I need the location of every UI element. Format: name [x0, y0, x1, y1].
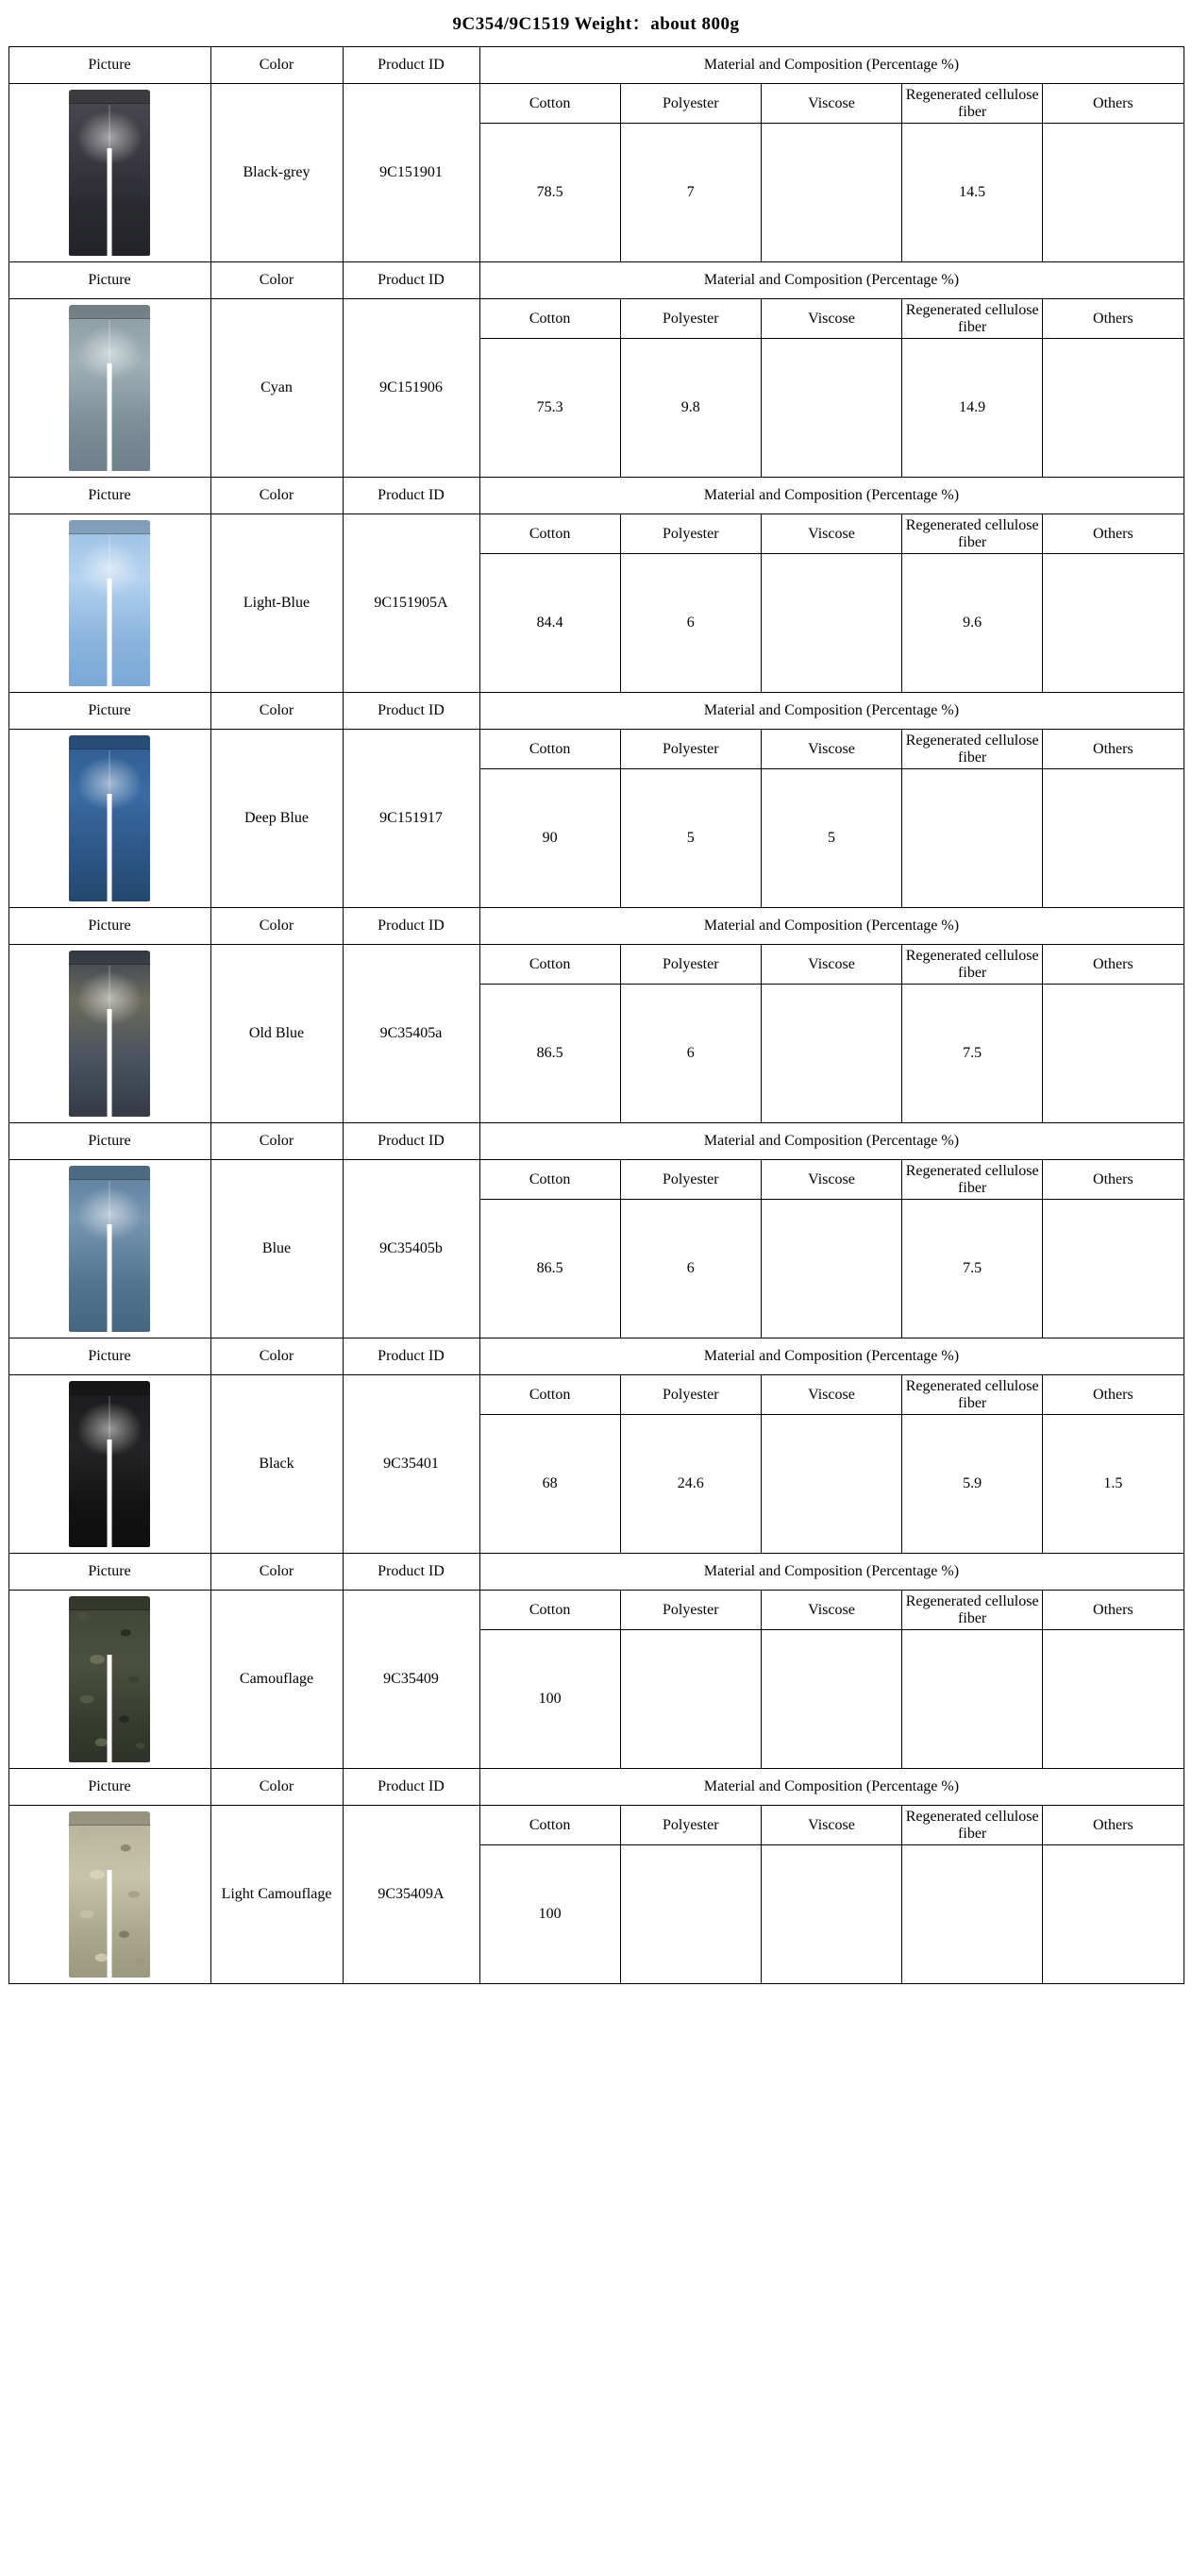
product-image: [69, 1596, 150, 1762]
value-polyester: 7: [620, 124, 761, 262]
header-picture: Picture: [8, 1339, 210, 1375]
value-cotton: 75.3: [479, 339, 620, 478]
leg-gap: [108, 1655, 112, 1762]
value-others: [1043, 124, 1184, 262]
header-picture: Picture: [8, 1123, 210, 1160]
col-header-cotton: Cotton: [479, 1160, 620, 1200]
waistband: [69, 951, 150, 965]
section-header-row: [8, 262, 1184, 299]
leg-gap: [108, 1440, 112, 1547]
header-color: Color: [210, 1554, 343, 1591]
col-header-viscose: Viscose: [761, 1591, 901, 1630]
product-id-value: 9C35405a: [343, 945, 479, 1123]
value-viscose: [761, 339, 901, 478]
composition-subheader-row: [8, 514, 1184, 554]
header-product-id: Product ID: [343, 47, 479, 84]
composition-subheader-row: [8, 945, 1184, 985]
waistband: [69, 735, 150, 749]
col-header-others: Others: [1043, 1375, 1184, 1415]
value-polyester: [620, 1630, 761, 1769]
color-value: Black-grey: [210, 84, 343, 262]
header-color: Color: [210, 908, 343, 945]
color-value: Light-Blue: [210, 514, 343, 693]
value-others: [1043, 1845, 1184, 1984]
product-image-cell: [8, 1160, 210, 1339]
section-header-row: [8, 1554, 1184, 1591]
value-regenerated: 9.6: [902, 554, 1043, 693]
header-product-id: Product ID: [343, 478, 479, 514]
product-image-cell: [8, 1591, 210, 1769]
col-header-regenerated: Regenerated cellulose fiber: [902, 730, 1043, 769]
value-regenerated: 7.5: [902, 1200, 1043, 1339]
col-header-others: Others: [1043, 730, 1184, 769]
col-header-cotton: Cotton: [479, 299, 620, 339]
fly-seam: [109, 1396, 110, 1440]
product-image-cell: [8, 1806, 210, 1984]
waistband: [69, 1166, 150, 1180]
header-picture: Picture: [8, 908, 210, 945]
value-cotton: 86.5: [479, 1200, 620, 1339]
value-others: [1043, 339, 1184, 478]
color-value: Camouflage: [210, 1591, 343, 1769]
color-value: Blue: [210, 1160, 343, 1339]
col-header-viscose: Viscose: [761, 514, 901, 554]
col-header-others: Others: [1043, 84, 1184, 124]
col-header-others: Others: [1043, 514, 1184, 554]
col-header-viscose: Viscose: [761, 84, 901, 124]
col-header-polyester: Polyester: [620, 299, 761, 339]
header-material: Material and Composition (Percentage %): [479, 478, 1184, 514]
section-header-row: [8, 1769, 1184, 1806]
col-header-cotton: Cotton: [479, 514, 620, 554]
value-viscose: [761, 554, 901, 693]
value-cotton: 100: [479, 1845, 620, 1984]
value-cotton: 68: [479, 1415, 620, 1554]
waistband: [69, 90, 150, 104]
value-cotton: 86.5: [479, 985, 620, 1123]
section-header-row: [8, 908, 1184, 945]
waistband: [69, 520, 150, 534]
header-material: Material and Composition (Percentage %): [479, 262, 1184, 299]
composition-subheader-row: [8, 1160, 1184, 1200]
header-material: Material and Composition (Percentage %): [479, 1554, 1184, 1591]
composition-subheader-row: [8, 730, 1184, 769]
product-id-value: 9C35409A: [343, 1806, 479, 1984]
header-picture: Picture: [8, 1554, 210, 1591]
product-id-value: 9C35409: [343, 1591, 479, 1769]
value-polyester: 24.6: [620, 1415, 761, 1554]
col-header-polyester: Polyester: [620, 730, 761, 769]
header-color: Color: [210, 1123, 343, 1160]
color-value: Deep Blue: [210, 730, 343, 908]
product-id-value: 9C151905A: [343, 514, 479, 693]
color-value: Cyan: [210, 299, 343, 478]
product-id-value: 9C35401: [343, 1375, 479, 1554]
value-regenerated: [902, 1845, 1043, 1984]
color-value: Old Blue: [210, 945, 343, 1123]
leg-gap: [108, 1870, 112, 1978]
col-header-polyester: Polyester: [620, 945, 761, 985]
product-image: [69, 520, 150, 686]
value-regenerated: 14.9: [902, 339, 1043, 478]
header-picture: Picture: [8, 47, 210, 84]
product-id-value: 9C151901: [343, 84, 479, 262]
leg-gap: [108, 1224, 112, 1332]
col-header-cotton: Cotton: [479, 730, 620, 769]
waistband: [69, 1381, 150, 1395]
header-product-id: Product ID: [343, 693, 479, 730]
header-color: Color: [210, 262, 343, 299]
product-image-cell: [8, 299, 210, 478]
col-header-regenerated: Regenerated cellulose fiber: [902, 299, 1043, 339]
product-image-cell: [8, 945, 210, 1123]
header-product-id: Product ID: [343, 262, 479, 299]
col-header-regenerated: Regenerated cellulose fiber: [902, 1591, 1043, 1630]
value-cotton: 78.5: [479, 124, 620, 262]
section-header-row: [8, 47, 1184, 84]
col-header-others: Others: [1043, 945, 1184, 985]
composition-subheader-row: [8, 84, 1184, 124]
header-color: Color: [210, 478, 343, 514]
value-viscose: [761, 1630, 901, 1769]
col-header-cotton: Cotton: [479, 84, 620, 124]
col-header-polyester: Polyester: [620, 1375, 761, 1415]
col-header-cotton: Cotton: [479, 945, 620, 985]
product-image: [69, 1811, 150, 1978]
product-id-value: 9C151917: [343, 730, 479, 908]
section-header-row: [8, 1339, 1184, 1375]
col-header-regenerated: Regenerated cellulose fiber: [902, 514, 1043, 554]
value-polyester: 6: [620, 1200, 761, 1339]
col-header-cotton: Cotton: [479, 1375, 620, 1415]
header-color: Color: [210, 1769, 343, 1806]
header-picture: Picture: [8, 1769, 210, 1806]
header-picture: Picture: [8, 478, 210, 514]
leg-gap: [108, 579, 112, 686]
fly-seam: [109, 105, 110, 148]
product-image-cell: [8, 84, 210, 262]
value-cotton: 100: [479, 1630, 620, 1769]
col-header-regenerated: Regenerated cellulose fiber: [902, 1806, 1043, 1845]
col-header-polyester: Polyester: [620, 1160, 761, 1200]
col-header-viscose: Viscose: [761, 1375, 901, 1415]
header-color: Color: [210, 693, 343, 730]
composition-subheader-row: [8, 1591, 1184, 1630]
value-regenerated: [902, 769, 1043, 908]
col-header-regenerated: Regenerated cellulose fiber: [902, 945, 1043, 985]
product-id-value: 9C35405b: [343, 1160, 479, 1339]
header-material: Material and Composition (Percentage %): [479, 1339, 1184, 1375]
value-regenerated: 5.9: [902, 1415, 1043, 1554]
fly-seam: [109, 966, 110, 1009]
header-material: Material and Composition (Percentage %): [479, 1769, 1184, 1806]
col-header-regenerated: Regenerated cellulose fiber: [902, 1375, 1043, 1415]
value-viscose: 5: [761, 769, 901, 908]
product-image: [69, 951, 150, 1117]
composition-subheader-row: [8, 299, 1184, 339]
header-picture: Picture: [8, 693, 210, 730]
col-header-others: Others: [1043, 1806, 1184, 1845]
header-product-id: Product ID: [343, 908, 479, 945]
product-image: [69, 735, 150, 901]
col-header-viscose: Viscose: [761, 945, 901, 985]
waistband: [69, 305, 150, 319]
value-polyester: 6: [620, 554, 761, 693]
value-polyester: 9.8: [620, 339, 761, 478]
fly-seam: [109, 750, 110, 794]
col-header-viscose: Viscose: [761, 1160, 901, 1200]
value-viscose: [761, 1200, 901, 1339]
leg-gap: [108, 794, 112, 901]
header-material: Material and Composition (Percentage %): [479, 693, 1184, 730]
value-others: [1043, 1630, 1184, 1769]
product-image: [69, 1381, 150, 1547]
value-regenerated: 7.5: [902, 985, 1043, 1123]
value-others: 1.5: [1043, 1415, 1184, 1554]
leg-gap: [108, 363, 112, 471]
header-product-id: Product ID: [343, 1339, 479, 1375]
page-title: 9C354/9C1519 Weight：about 800g: [452, 14, 740, 34]
value-regenerated: 14.5: [902, 124, 1043, 262]
header-color: Color: [210, 1339, 343, 1375]
col-header-cotton: Cotton: [479, 1591, 620, 1630]
value-regenerated: [902, 1630, 1043, 1769]
product-image-cell: [8, 514, 210, 693]
fly-seam: [109, 535, 110, 579]
color-value: Light Camouflage: [210, 1806, 343, 1984]
section-header-row: [8, 1123, 1184, 1160]
col-header-others: Others: [1043, 1160, 1184, 1200]
value-others: [1043, 769, 1184, 908]
fly-seam: [109, 320, 110, 363]
col-header-polyester: Polyester: [620, 1591, 761, 1630]
product-image-cell: [8, 1375, 210, 1554]
value-polyester: 6: [620, 985, 761, 1123]
product-id-value: 9C151906: [343, 299, 479, 478]
col-header-viscose: Viscose: [761, 299, 901, 339]
section-header-row: [8, 693, 1184, 730]
col-header-others: Others: [1043, 299, 1184, 339]
header-picture: Picture: [8, 262, 210, 299]
fly-seam: [109, 1181, 110, 1224]
value-others: [1043, 554, 1184, 693]
section-header-row: [8, 478, 1184, 514]
col-header-polyester: Polyester: [620, 84, 761, 124]
header-product-id: Product ID: [343, 1554, 479, 1591]
product-image: [69, 305, 150, 471]
value-others: [1043, 1200, 1184, 1339]
color-value: Black: [210, 1375, 343, 1554]
col-header-regenerated: Regenerated cellulose fiber: [902, 84, 1043, 124]
value-viscose: [761, 985, 901, 1123]
composition-subheader-row: [8, 1375, 1184, 1415]
value-cotton: 90: [479, 769, 620, 908]
leg-gap: [108, 148, 112, 256]
header-product-id: Product ID: [343, 1123, 479, 1160]
col-header-cotton: Cotton: [479, 1806, 620, 1845]
value-polyester: 5: [620, 769, 761, 908]
leg-gap: [108, 1009, 112, 1117]
value-viscose: [761, 124, 901, 262]
specification-table: [8, 46, 1184, 1984]
composition-subheader-row: [8, 1806, 1184, 1845]
col-header-polyester: Polyester: [620, 1806, 761, 1845]
value-polyester: [620, 1845, 761, 1984]
value-viscose: [761, 1415, 901, 1554]
col-header-polyester: Polyester: [620, 514, 761, 554]
value-viscose: [761, 1845, 901, 1984]
header-material: Material and Composition (Percentage %): [479, 908, 1184, 945]
col-header-viscose: Viscose: [761, 730, 901, 769]
header-material: Material and Composition (Percentage %): [479, 1123, 1184, 1160]
product-image-cell: [8, 730, 210, 908]
col-header-others: Others: [1043, 1591, 1184, 1630]
value-others: [1043, 985, 1184, 1123]
col-header-viscose: Viscose: [761, 1806, 901, 1845]
col-header-regenerated: Regenerated cellulose fiber: [902, 1160, 1043, 1200]
product-image: [69, 1166, 150, 1332]
header-product-id: Product ID: [343, 1769, 479, 1806]
value-cotton: 84.4: [479, 554, 620, 693]
product-image: [69, 90, 150, 256]
header-color: Color: [210, 47, 343, 84]
header-material: Material and Composition (Percentage %): [479, 47, 1184, 84]
